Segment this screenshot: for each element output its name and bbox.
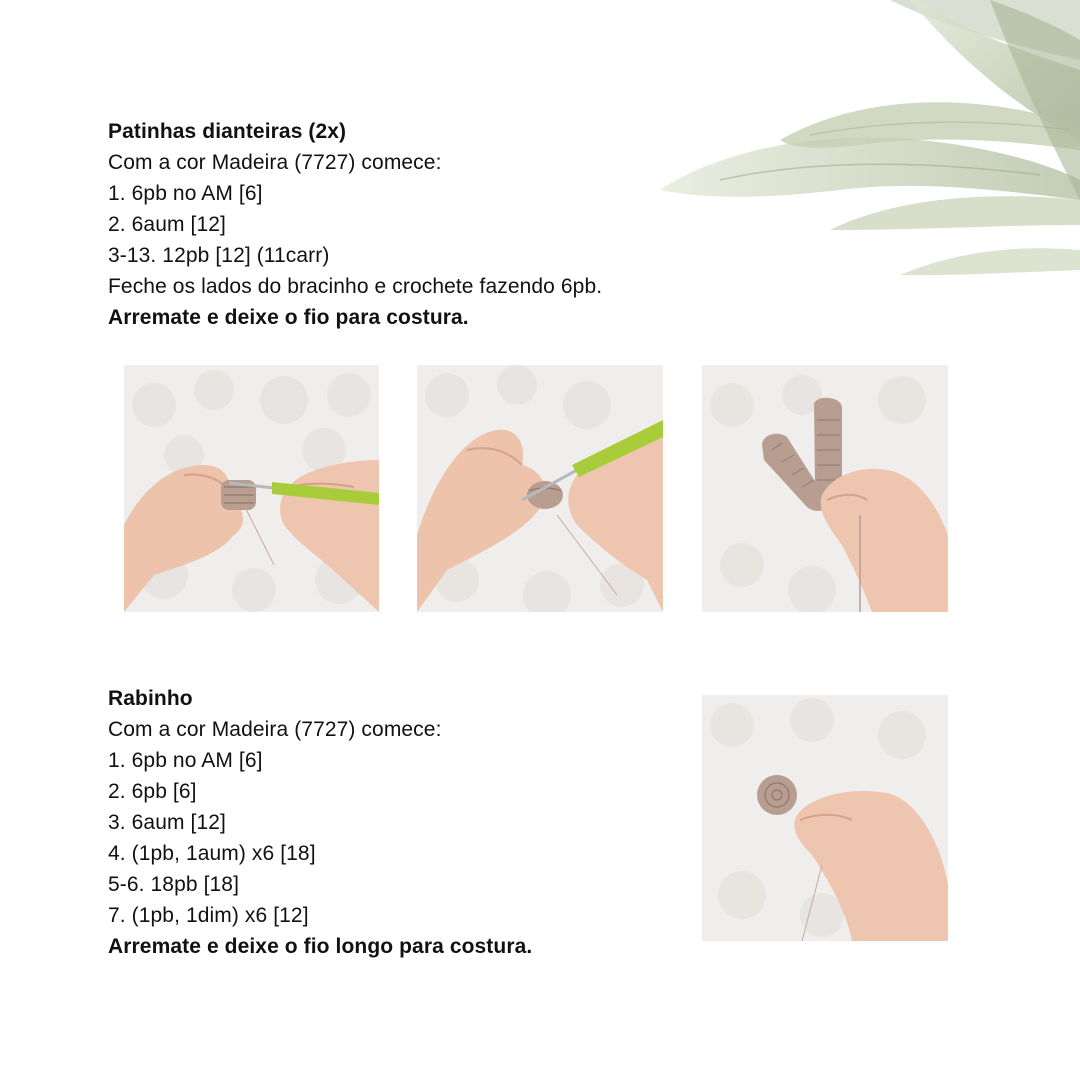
tail-title: Rabinho <box>108 687 193 710</box>
tail-step: 3. 6aum [12] <box>108 811 226 834</box>
tail-step: 2. 6pb [6] <box>108 780 197 803</box>
tail-step: 1. 6pb no AM [6] <box>108 749 263 772</box>
tail-section <box>108 683 532 962</box>
photo-finished-tail <box>702 695 948 941</box>
tail-step: 7. (1pb, 1dim) x6 [12] <box>108 904 309 927</box>
front-paws-step: 2. 6aum [12] <box>108 213 226 236</box>
front-paws-finish: Arremate e deixe o fio para costura. <box>108 306 469 329</box>
tail-color-line: Com a cor Madeira (7727) comece: <box>108 718 442 741</box>
front-paws-step: 1. 6pb no AM [6] <box>108 182 263 205</box>
photo-crocheting-closing <box>417 365 663 612</box>
leaf-decoration <box>660 0 1080 290</box>
front-paws-section <box>108 116 602 333</box>
front-paws-note: Feche os lados do bracinho e crochete fazendo 6pb. <box>108 275 603 298</box>
photo-crocheting-start <box>124 365 379 612</box>
tail-step: 5-6. 18pb [18] <box>108 873 239 896</box>
front-paws-title: Patinhas dianteiras (2x) <box>108 120 347 143</box>
front-paws-color-line: Com a cor Madeira (7727) comece: <box>108 151 442 174</box>
photo-finished-paws <box>702 365 948 612</box>
tail-step: 4. (1pb, 1aum) x6 [18] <box>108 842 316 865</box>
tail-finish: Arremate e deixe o fio longo para costura. <box>108 935 533 958</box>
front-paws-step: 3-13. 12pb [12] (11carr) <box>108 244 330 267</box>
